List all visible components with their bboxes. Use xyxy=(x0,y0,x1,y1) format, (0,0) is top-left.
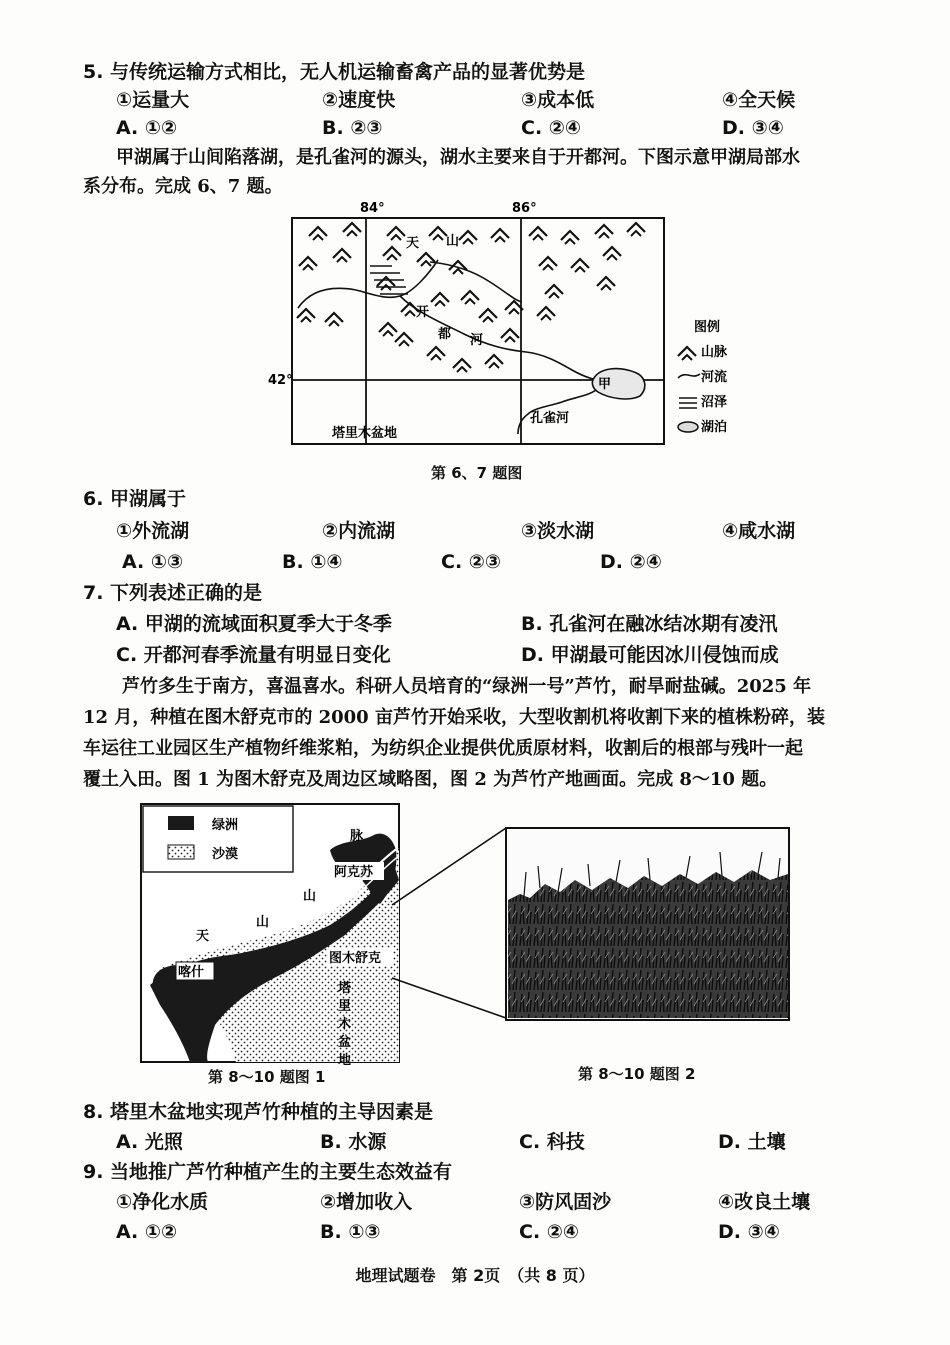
q8-option-a: A. 光照 xyxy=(116,1131,183,1153)
q6-option-b: B. ①④ xyxy=(282,551,343,573)
map1-legend xyxy=(678,319,728,435)
label-he: 河 xyxy=(470,333,484,348)
svg-text:河流: 河流 xyxy=(701,370,728,385)
legend-oasis-label: 绿洲 xyxy=(212,818,239,833)
q6-item-2: ②内流湖 xyxy=(322,520,396,542)
label-42: 42° xyxy=(268,373,293,388)
q7-option-a: A. 甲湖的流域面积夏季大于冬季 xyxy=(116,613,392,635)
q6-item-3: ③淡水湖 xyxy=(521,520,595,542)
q7-option-d: D. 甲湖最可能因冰川侵蚀而成 xyxy=(521,644,779,666)
q6-option-d: D. ②④ xyxy=(600,551,662,573)
river-upper-west xyxy=(298,260,438,308)
river-kaidu xyxy=(400,296,600,380)
svg-text:山脉: 山脉 xyxy=(701,345,728,360)
legend-oasis-icon xyxy=(168,816,194,830)
svg-text:地: 地 xyxy=(338,1053,352,1068)
q8-stem: 8. 塔里木盆地实现芦竹种植的主导因素是 xyxy=(83,1101,434,1123)
connector-top xyxy=(392,828,506,905)
label-tumushuke: 图木舒克 xyxy=(329,951,382,966)
figures-8-10 xyxy=(130,796,800,1070)
svg-text:盆: 盆 xyxy=(338,1035,352,1050)
q9-option-a: A. ①② xyxy=(116,1221,178,1243)
passage2-line2: 12 月，种植在图木舒克市的 2000 亩芦竹开始采收，大型收割机将收割下来的植株粉碎，装 xyxy=(83,707,825,728)
label-kashi: 喀什 xyxy=(178,965,205,980)
q7-option-c: C. 开都河春季流量有明显日变化 xyxy=(116,644,391,666)
q8-option-c: C. 科技 xyxy=(519,1131,585,1153)
desert-box xyxy=(346,976,399,1062)
map1-caption: 第 6、7 题图 xyxy=(431,464,523,482)
label-tian: 天 xyxy=(196,929,210,944)
q5-option-c: C. ②④ xyxy=(521,117,581,139)
photo-caption: 第 8～10 题图 2 xyxy=(578,1065,696,1083)
q6-item-4: ④咸水湖 xyxy=(722,520,796,542)
svg-text:里: 里 xyxy=(338,999,352,1014)
label-jia: 甲 xyxy=(598,377,612,392)
svg-text:沼泽: 沼泽 xyxy=(701,395,728,410)
label-kongque: 孔雀河 xyxy=(530,411,570,426)
label-shan: 山 xyxy=(446,234,460,249)
q6-stem: 6. 甲湖属于 xyxy=(83,488,187,510)
label-kai: 开 xyxy=(416,305,430,320)
label-du: 都 xyxy=(438,327,452,342)
q8-option-d: D. 土壤 xyxy=(718,1131,786,1153)
label-mai: 脉 xyxy=(350,829,364,844)
svg-text:湖泊: 湖泊 xyxy=(701,420,728,435)
label-86: 86° xyxy=(512,201,537,216)
page-footer: 地理试题卷 第 2页 （共 8 页） xyxy=(355,1266,595,1285)
q6-option-a: A. ①③ xyxy=(122,551,184,573)
label-tian: 天 xyxy=(406,236,420,251)
label-basin: 塔里木盆地 xyxy=(332,426,398,441)
connector-bottom xyxy=(392,978,506,1018)
q7-option-b: B. 孔雀河在融冰结冰期有凌汛 xyxy=(521,613,778,635)
legend-river-icon xyxy=(678,374,700,378)
q9-option-b: B. ①③ xyxy=(320,1221,381,1243)
passage2-line1: 芦竹多生于南方，喜温喜水。科研人员培育的“绿洲一号”芦竹，耐旱耐盐碱。2025 年 xyxy=(122,676,812,697)
label-shan-1: 山 xyxy=(303,889,317,904)
map-lake-jia xyxy=(262,196,742,460)
q9-stem: 9. 当地推广芦竹种植产生的主要生态效益有 xyxy=(83,1161,453,1183)
map2-legend-box xyxy=(143,806,293,872)
passage1-line1: 甲湖属于山间陷落湖，是孔雀河的源头，湖水主要来自于开都河。下图示意甲湖局部水 xyxy=(116,147,800,168)
q5-item-1: ①运量大 xyxy=(116,89,190,111)
q6-item-1: ①外流湖 xyxy=(116,520,190,542)
photo-reed-field xyxy=(506,828,789,1020)
legend-lake-icon xyxy=(678,422,698,432)
passage2-line3: 车运往工业园区生产植物纤维浆粕，为纺织企业提供优质原材料，收割后的根部与残叶一起 xyxy=(83,738,803,759)
q9-item-4: ④改良土壤 xyxy=(718,1191,811,1213)
marsh-symbol xyxy=(370,266,408,294)
q7-stem: 7. 下列表述正确的是 xyxy=(83,582,263,604)
q5-item-2: ②速度快 xyxy=(322,89,396,111)
q6-option-c: C. ②③ xyxy=(441,551,501,573)
q9-item-3: ③防风固沙 xyxy=(519,1191,612,1213)
q9-option-d: D. ③④ xyxy=(718,1221,780,1243)
reed-mass xyxy=(508,870,788,1018)
legend-desert-label: 沙漠 xyxy=(212,847,239,862)
legend-desert-icon xyxy=(168,845,194,859)
q5-option-d: D. ③④ xyxy=(722,117,784,139)
q9-item-2: ②增加收入 xyxy=(320,1191,413,1213)
label-basin-vertical xyxy=(337,980,352,1068)
label-akesu: 阿克苏 xyxy=(334,865,374,880)
legend-title: 图例 xyxy=(694,320,721,335)
label-shan-2: 山 xyxy=(256,915,270,930)
svg-text:塔: 塔 xyxy=(338,981,352,996)
q5-stem: 5. 与传统运输方式相比，无人机运输畜禽产品的显著优势是 xyxy=(83,61,586,83)
q5-item-4: ④全天候 xyxy=(722,89,796,111)
legend-marsh-icon xyxy=(679,398,697,408)
q8-option-b: B. 水源 xyxy=(320,1131,387,1153)
q5-option-a: A. ①② xyxy=(116,117,178,139)
q9-item-1: ①净化水质 xyxy=(116,1191,209,1213)
label-84: 84° xyxy=(360,201,385,216)
svg-text:木: 木 xyxy=(338,1017,352,1032)
passage1-line2: 系分布。完成 6、7 题。 xyxy=(83,176,283,197)
legend-mountain-icon xyxy=(678,347,696,360)
q9-option-c: C. ②④ xyxy=(519,1221,579,1243)
q5-item-3: ③成本低 xyxy=(521,89,595,111)
map2-caption: 第 8～10 题图 1 xyxy=(208,1068,326,1086)
passage2-line4: 覆土入田。图 1 为图木舒克及周边区域略图，图 2 为芦竹产地画面。完成 8～10 题。 xyxy=(83,769,778,790)
q5-option-b: B. ②③ xyxy=(322,117,383,139)
map-tumushuke xyxy=(141,804,399,1068)
mountain-symbols xyxy=(297,223,645,372)
